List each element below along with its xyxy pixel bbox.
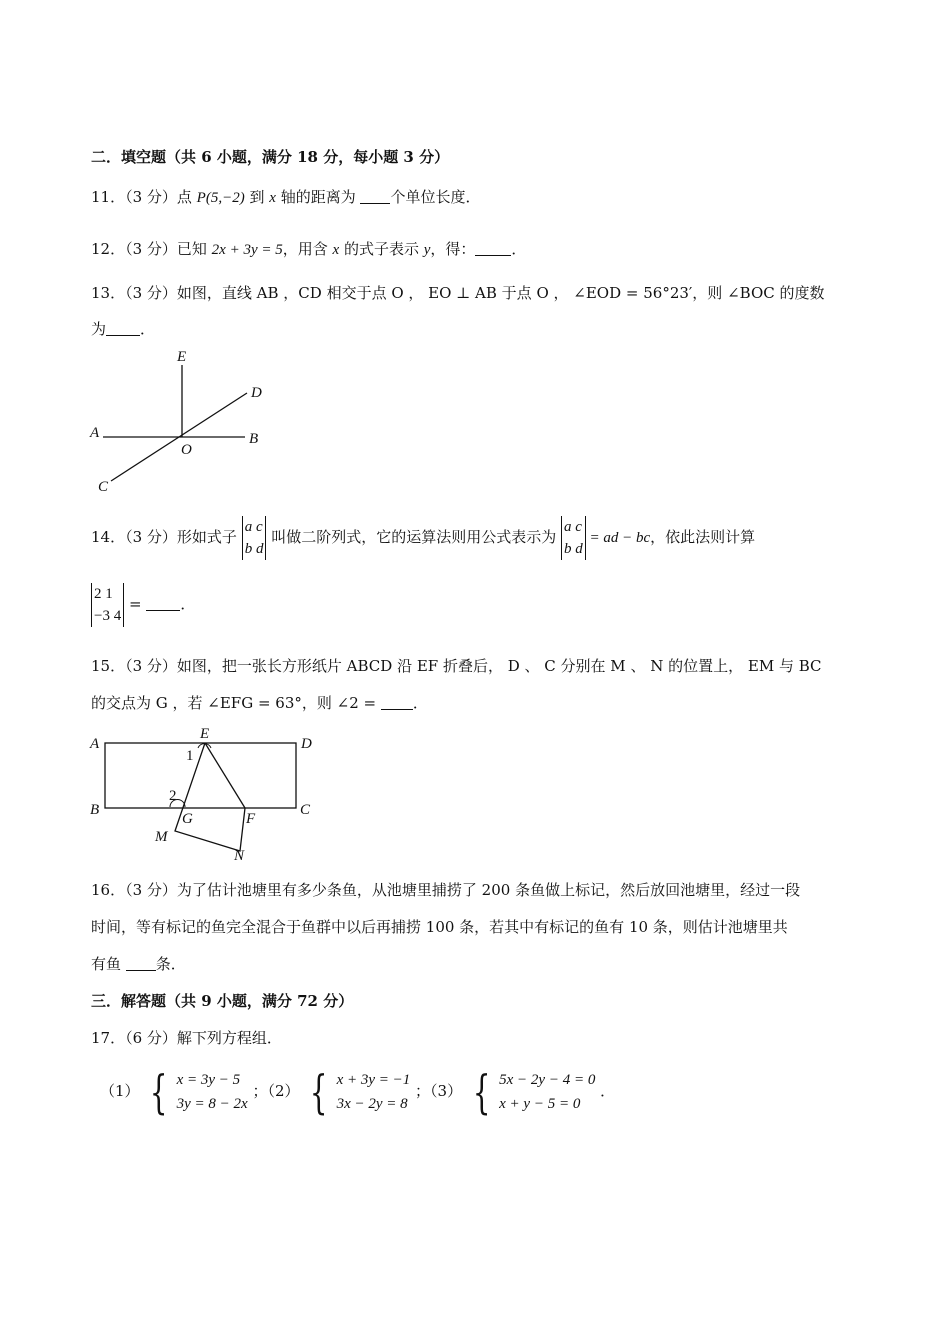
label-e: E [200, 726, 210, 742]
question-11: 11．（3 分）点 P(5,−2) 到 x 轴的距离为 个单位长度． [91, 188, 481, 206]
section-3-heading: 三．解答题（共 9 小题，满分 72 分） [91, 992, 354, 1010]
question-17-systems: （1） { x = 3y − 5 3y = 8 − 2x ；（2） { x + 3y = −1 3x − 2y = 8 ；（3） { 5x − 2y − 4 = 0 x + y − 5 = 0 ． [100, 1065, 616, 1119]
question-16-line1: 16．（3 分）为了估计池塘里有多少条鱼，从池塘里捕捞了 200 条鱼做上标记，然后放回池塘里，经过一段 [91, 881, 801, 899]
label-c: C [98, 479, 109, 495]
determinant-3: 2 1 −3 4 [91, 583, 124, 627]
answer-blank [475, 241, 511, 256]
equation-system-3: { 5x − 2y − 4 = 0 x + y − 5 = 0 [472, 1065, 596, 1119]
answer-blank [381, 695, 413, 710]
question-13-line2: 为 ． [91, 320, 156, 338]
answer-blank [126, 956, 156, 971]
label-m: M [155, 829, 168, 845]
figure-13 [85, 345, 275, 495]
question-14: 14．（3 分）形如式子 a c b d 叫做二阶列式，它的运算法则用公式表示为 a c b d = ad − bc，依此法则计算 [91, 516, 755, 560]
answer-blank [146, 596, 180, 611]
equation-system-1: { x = 3y − 5 3y = 8 − 2x [150, 1065, 248, 1119]
question-15-line1: 15．（3 分）如图，把一张长方形纸片 ABCD 沿 EF 折叠后， D 、 C 分别在 M 、 N 的位置上， EM 与 BC [91, 657, 822, 675]
equation-system-2: { x + 3y = −1 3x − 2y = 8 [310, 1065, 411, 1119]
label-d: D [251, 385, 262, 401]
section-2-heading: 二．填空题（共 6 小题，满分 18 分，每小题 3 分） [91, 148, 450, 166]
label-f: F [246, 811, 256, 827]
label-b: B [90, 802, 100, 818]
label-c: C [300, 802, 311, 818]
question-14-compute: 2 1 −3 4 = ． [91, 583, 195, 627]
label-g: G [182, 811, 193, 827]
answer-blank [360, 189, 390, 204]
label-o: O [181, 442, 192, 458]
label-a: A [90, 736, 100, 752]
rectangle-abcd [105, 743, 296, 808]
question-12: 12．（3 分）已知 2x + 3y = 5，用含 x 的式子表示 y，得： ． [91, 240, 527, 258]
label-angle-1: 1 [186, 748, 194, 764]
figure-15 [85, 724, 330, 869]
question-16-line3: 有鱼 条． [91, 955, 186, 973]
label-n: N [234, 848, 245, 864]
label-b: B [249, 431, 259, 447]
label-angle-2: 2 [169, 788, 177, 804]
question-17-title: 17．（6 分）解下列方程组． [91, 1029, 282, 1047]
answer-blank [106, 321, 140, 336]
label-d: D [301, 736, 312, 752]
question-13-line1: 13．（3 分）如图，直线 AB ，CD 相交于点 O ， EO ⊥ AB 于点 O ， ∠EOD = 56°23′，则 ∠BOC 的度数 [91, 284, 825, 302]
determinant-1: a c b d [242, 516, 267, 560]
determinant-2: a c b d [561, 516, 586, 560]
label-a: A [90, 425, 100, 441]
question-15-line2: 的交点为 G ，若 ∠EFG = 63°，则 ∠2 = ． [91, 694, 428, 712]
question-16-line2: 时间，等有标记的鱼完全混合于鱼群中以后再捕捞 100 条，若其中有标记的鱼有 10 条，则估计池塘里共 [91, 918, 788, 936]
fold-line-ef [205, 743, 245, 808]
label-e: E [177, 349, 187, 365]
